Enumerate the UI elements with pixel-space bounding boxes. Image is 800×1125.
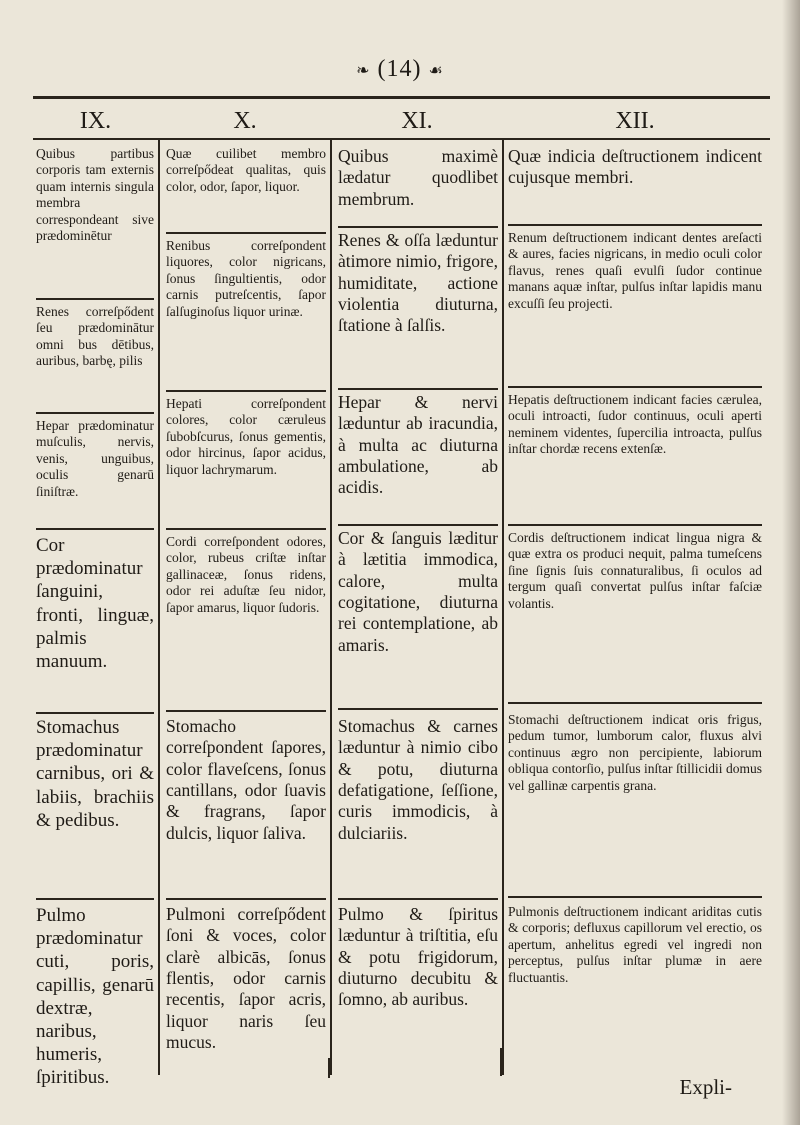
column-divider-1 [158,140,160,1075]
row-stomachus-col-x: Stomacho correſpondent ſapores, color flaveſcens, ſonus cantillans, odor ſuavis & fragrans, ſapor dulcis, liquor ſaliva. [166,716,326,843]
row-renes-col-ix: Renes correſpődent ſeu prædominātur omni bus dētibus, auribus, barbę, pilis [36,304,154,369]
intro-column-x: Quæ cuilibet membro correſpődeat qualitas, quis color, odor, ſapor, liquor. [166,146,326,194]
page-edge-shadow [782,0,800,1125]
row-pulmo-col-xi: Pulmo & ſpiritus læduntur à triſtitia, eſu & potu frigidorum, diuturno decubitu & ſomno, ab auribus. [338,904,498,1010]
row-stomachus-col-xii: Stomachi deſtructionem indicat oris frigus, pedum tumor, lumborum calor, fluxus alvi continuus ægro non percipiente, labiorum obliqua contorſio, pulſus inſtar ſtillicidii domus vel gallinæ carpentis grana. [508,712,762,793]
row-stomachus-col-ix: Stomachus prædominatur carnibus, ori & labiis, brachiis & pedibus. [36,717,154,831]
separator [338,708,498,710]
separator [338,898,498,900]
column-divider-3 [502,140,504,1075]
page-header [0,56,800,83]
separator [166,528,326,530]
intro-column-xii: Quæ indicia deſtructionem indicent cujusque membri. [508,146,762,188]
page-number: (14) [377,56,422,82]
row-pulmo-col-xii: Pulmonis deſtructionem indicant ariditas cutis & corporis; defluxus capillorum vel erectio, os apertum, anhelitus egredi vel ingredi non perceptus, pulſus inſtar plumæ in aere fluctuantis. [508,904,762,985]
separator [338,226,498,228]
header-rule [33,96,770,99]
row-hepar-col-x: Hepati correſpondent colores, color cæruleus ſubobſcurus, ſonus gementis, odor hircinus, ſapor acidus, liquor lachrymarum. [166,396,326,477]
column-tick [500,1048,502,1076]
intro-column-ix: Quibus partibus corporis tam externis quam internis singula membra correspondeant sive prædominētur [36,146,154,244]
column-numeral-xii: XII. [615,108,655,134]
separator [36,528,154,530]
row-hepar-col-ix: Hepar prædominatur muſculis, nervis, venis, unguibus, oculis genarū ſiniſtræ. [36,418,154,499]
row-cor-col-ix: Cor prædominatur ſanguini, fronti, linguæ, palmis manuum. [36,535,154,672]
left-ornament: ❧ [356,62,371,80]
column-numeral-ix: IX. [79,108,112,134]
separator [36,898,154,900]
intro-column-xi: Quibus maximè lædatur quodlibet membrum. [338,146,498,209]
row-renes-col-xi: Renes & oſſa læduntur àtimore nimio, frigore, humiditate, actione violentia diuturna, ſtatione à ſalſis. [338,230,498,336]
row-stomachus-col-xi: Stomachus & carnes læduntur à nimio cibo & potu, diuturna defatigatione, ſeſſione, curis immodicis, à dulciariis. [338,716,498,843]
row-cor-col-xii: Cordis deſtructionem indicat lingua nigra & quæ extra os produci nequit, palma tumeſcens ſine ſignis ſuis connaturalibus, ſi oculos ad tergum quaſi convertat pulſus inſtar faſciæ volantis. [508,530,762,611]
row-cor-col-x: Cordi correſpondent odores, color, rubeus criſtæ inſtar gallinaceæ, ſonus ridens, odor rei aduſtæ ſeu nidor, ſapor amarus, liquor ſudoris. [166,534,326,615]
separator [338,524,498,526]
separator [166,232,326,234]
row-renes-col-x: Renibus correſpondent liquores, color nigricans, ſonus ſingultientis, odor carnis putreſcentis, ſapor ſalſuginoſus liquor urinæ. [166,238,326,319]
separator [508,524,762,526]
column-numeral-x: X. [233,108,257,134]
row-cor-col-xi: Cor & ſanguis læditur à lætitia immodica, calore, multa cogitatione, diuturna rei contemplatione, ab amaris. [338,528,498,655]
separator [36,412,154,414]
separator [508,896,762,898]
row-pulmo-col-x: Pulmoni correſpődent ſoni & voces, color clarè albicās, ſonus flentis, odor carnis recentis, ſapor acris, liquor naris ſeu mucus. [166,904,326,1053]
separator [508,224,762,226]
numerals-rule [33,138,770,140]
row-hepar-col-xii: Hepatis deſtructionem indicant facies cærulea, oculi introacti, ſudor continuus, oculi aperti neminem videntes, ſupercilia introacta, pulſus inſtar chordæ recens extenſæ. [508,392,762,457]
row-pulmo-col-ix: Pulmo prædominatur cuti, poris, capillis, genarū dextræ, naribus, humeris, ſpiritibus. [36,905,154,1089]
separator [36,712,154,714]
row-renes-col-xii: Renum deſtructionem indicant dentes areſacti & aures, facies nigricans, in medio oculi color flavus, renes quaſi evulſi ſudor continue manans aquæ inſtar, pulſus inſtar lapidis manu excuſſi ſeu projecti. [508,230,762,311]
separator [166,898,326,900]
catchword: Expli- [679,1075,732,1099]
separator [166,710,326,712]
column-numeral-xi: XI. [401,108,433,134]
separator [508,386,762,388]
column-divider-2 [330,140,332,1075]
separator [166,390,326,392]
separator [338,388,498,390]
column-tick [328,1058,330,1078]
separator [36,298,154,300]
row-hepar-col-xi: Hepar & nervi læduntur ab iracundia, à multa ac diuturna ambulatione, ab acidis. [338,392,498,498]
right-ornament: ☙ [428,62,444,80]
separator [508,702,762,704]
